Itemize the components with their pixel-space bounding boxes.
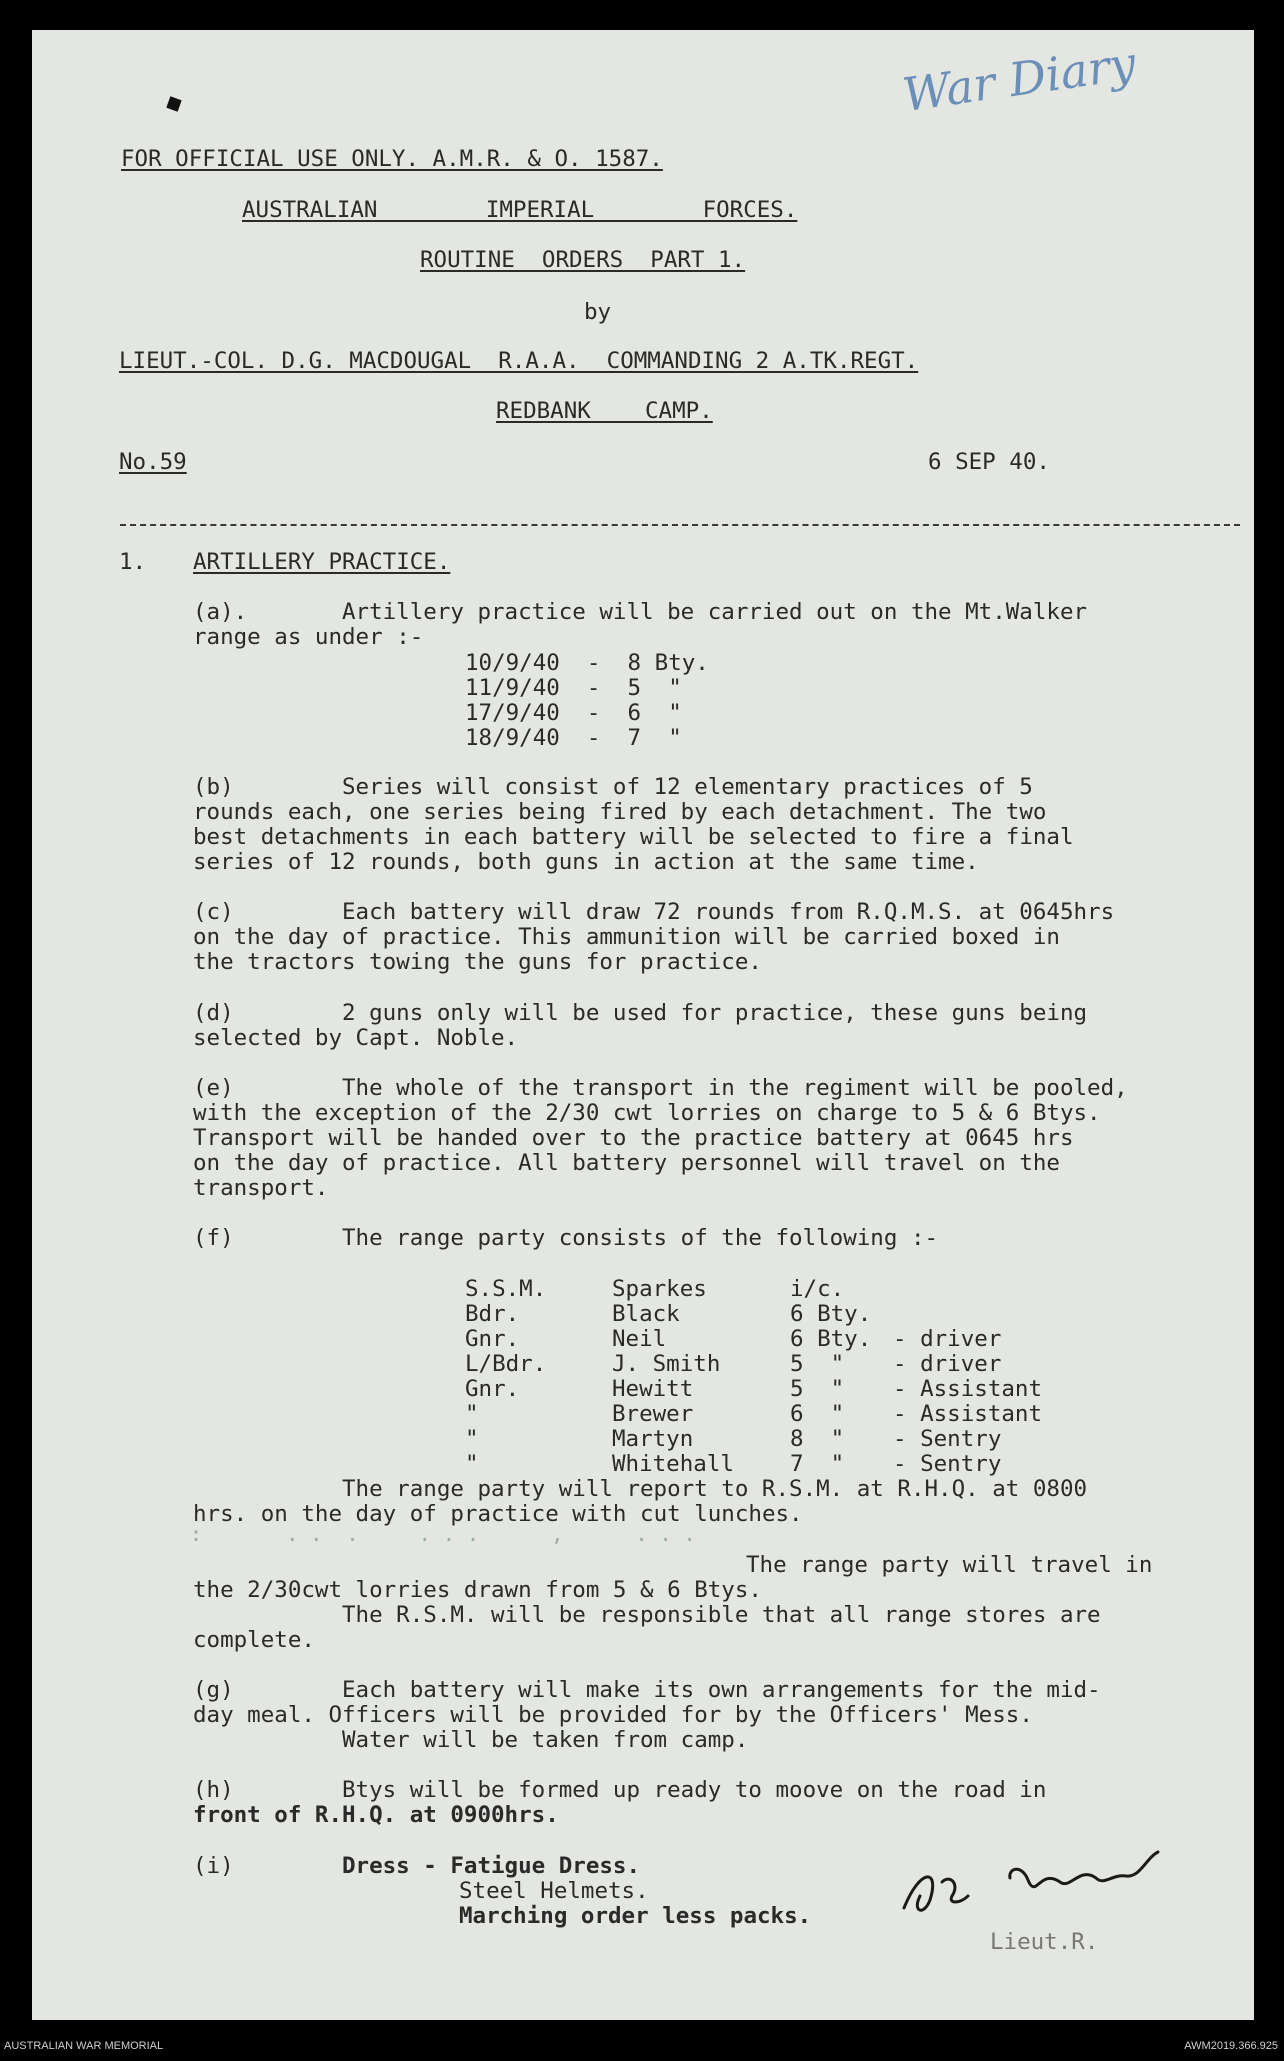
camp-line: REDBANK CAMP. [496, 398, 713, 424]
para-e-line: Transport will be handed over to the practice battery at 0645 hrs [193, 1125, 1074, 1151]
para-b-line: series of 12 rounds, both guns in action at the same time. [193, 849, 979, 875]
section-title: ARTILLERY PRACTICE. [193, 549, 451, 575]
para-f-line: complete. [193, 1627, 315, 1653]
range-party-unit: 6 Bty. [790, 1301, 872, 1327]
para-d-line: selected by Capt. Noble. [193, 1025, 519, 1051]
officer-line: LIEUT.-COL. D.G. MACDOUGAL R.A.A. COMMANDING 2 A.TK.REGT. [119, 348, 919, 374]
signature-rank: Lieut.R. [990, 1929, 1099, 1955]
para-i-label: (i) [193, 1853, 234, 1879]
dashed-divider [120, 524, 1240, 526]
para-h-line: front of R.H.Q. at 0900hrs. [193, 1802, 559, 1828]
range-party-unit: 8 " [790, 1426, 845, 1452]
schedule-row: 18/9/40 - 7 " [465, 725, 682, 751]
para-g-label: (g) [193, 1677, 234, 1703]
para-g-line: Water will be taken from camp. [342, 1727, 749, 1753]
range-party-rank: " [465, 1426, 479, 1452]
dress-line: Dress - Fatigue Dress. [342, 1853, 641, 1879]
routine-orders-title: ROUTINE ORDERS PART 1. [420, 247, 746, 273]
schedule-row: 17/9/40 - 6 " [465, 700, 682, 726]
range-party-rank: " [465, 1451, 479, 1477]
range-party-unit: 5 " [790, 1351, 845, 1377]
range-party-rank: Bdr. [465, 1301, 520, 1327]
para-f-line: The R.S.M. will be responsible that all range stores are [342, 1602, 1101, 1628]
para-f-line: The range party will report to R.S.M. at R.H.Q. at 0800 [342, 1476, 1088, 1502]
range-party-unit: 6 Bty. [790, 1326, 872, 1352]
para-h-line: Btys will be formed up ready to moove on the road in [342, 1777, 1047, 1803]
range-party-rank: S.S.M. [465, 1276, 547, 1302]
range-party-name: Martyn [612, 1426, 694, 1452]
force-title: AUSTRALIAN IMPERIAL FORCES. [242, 197, 798, 223]
signature [890, 1838, 1220, 1928]
range-party-role: - driver [893, 1326, 1002, 1352]
para-b-line: rounds each, one series being fired by each detachment. The two [193, 799, 1047, 825]
para-e-line: with the exception of the 2/30 cwt lorries on charge to 5 & 6 Btys. [193, 1100, 1101, 1126]
para-g-line: day meal. Officers will be provided for by the Officers' Mess. [193, 1702, 1033, 1728]
order-date: 6 SEP 40. [928, 449, 1050, 475]
para-e-line: transport. [193, 1175, 329, 1201]
para-e-line: The whole of the transport in the regiment will be pooled, [342, 1075, 1128, 1101]
range-party-unit: i/c. [790, 1276, 845, 1302]
para-d-label: (d) [193, 1000, 234, 1026]
para-b-line: Series will consist of 12 elementary practices of 5 [342, 774, 1033, 800]
para-d-line: 2 guns only will be used for practice, these guns being [342, 1000, 1088, 1026]
range-party-name: Black [612, 1301, 680, 1327]
range-party-name: Neil [612, 1326, 667, 1352]
range-party-name: J. Smith [612, 1351, 721, 1377]
range-party-role: - driver [893, 1351, 1002, 1377]
para-a-line: Artillery practice will be carried out on the Mt.Walker [342, 599, 1088, 625]
section-number: 1. [119, 549, 147, 575]
range-party-role: - Assistant [893, 1376, 1043, 1402]
para-f-line: hrs. on the day of practice with cut lunches. [193, 1501, 803, 1527]
range-party-rank: L/Bdr. [465, 1351, 547, 1377]
range-party-name: Whitehall [612, 1451, 734, 1477]
para-f-label: (f) [193, 1225, 234, 1251]
dress-line: Steel Helmets. [459, 1878, 649, 1904]
footer-archive-name: AUSTRALIAN WAR MEMORIAL [4, 2040, 164, 2052]
range-party-unit: 7 " [790, 1451, 845, 1477]
para-h-label: (h) [193, 1777, 234, 1803]
para-f-intro: The range party consists of the following :- [342, 1225, 939, 1251]
range-party-rank: " [465, 1401, 479, 1427]
range-party-name: Hewitt [612, 1376, 694, 1402]
para-a-line: range as under :- [193, 624, 424, 650]
faded-overtyped-text: : . . . . . . , . . . [190, 1522, 696, 1546]
para-c-line: Each battery will draw 72 rounds from R.Q.M.S. at 0645hrs [342, 899, 1115, 925]
para-c-label: (c) [193, 899, 234, 925]
para-b-label: (b) [193, 774, 234, 800]
range-party-name: Sparkes [612, 1276, 707, 1302]
range-party-unit: 6 " [790, 1401, 845, 1427]
footer-reference-id: AWM2019.366.925 [1184, 2040, 1278, 2052]
range-party-rank: Gnr. [465, 1376, 520, 1402]
range-party-role: - Assistant [893, 1401, 1043, 1427]
range-party-unit: 5 " [790, 1376, 845, 1402]
para-b-line: best detachments in each battery will be selected to fire a final [193, 824, 1074, 850]
range-party-rank: Gnr. [465, 1326, 520, 1352]
para-g-line: Each battery will make its own arrangements for the mid- [342, 1677, 1101, 1703]
para-c-line: on the day of practice. This ammunition will be carried boxed in [193, 924, 1060, 950]
order-number: No.59 [119, 449, 187, 475]
para-f-line: The range party will travel in [746, 1552, 1153, 1578]
by-line: by [584, 299, 612, 325]
range-party-role: - Sentry [893, 1451, 1002, 1477]
official-use-line: FOR OFFICIAL USE ONLY. A.M.R. & O. 1587. [121, 146, 663, 172]
handwritten-note: War Diary [899, 35, 1139, 123]
para-e-label: (e) [193, 1075, 234, 1101]
dress-line: Marching order less packs. [459, 1903, 812, 1929]
para-f-line: the 2/30cwt lorries drawn from 5 & 6 Btys. [193, 1577, 762, 1603]
para-c-line: the tractors towing the guns for practice. [193, 949, 762, 975]
schedule-row: 11/9/40 - 5 " [465, 675, 682, 701]
para-a-label: (a). [193, 599, 248, 625]
range-party-role: - Sentry [893, 1426, 1002, 1452]
range-party-name: Brewer [612, 1401, 694, 1427]
schedule-row: 10/9/40 - 8 Bty. [465, 650, 709, 676]
para-e-line: on the day of practice. All battery personnel will travel on the [193, 1150, 1060, 1176]
